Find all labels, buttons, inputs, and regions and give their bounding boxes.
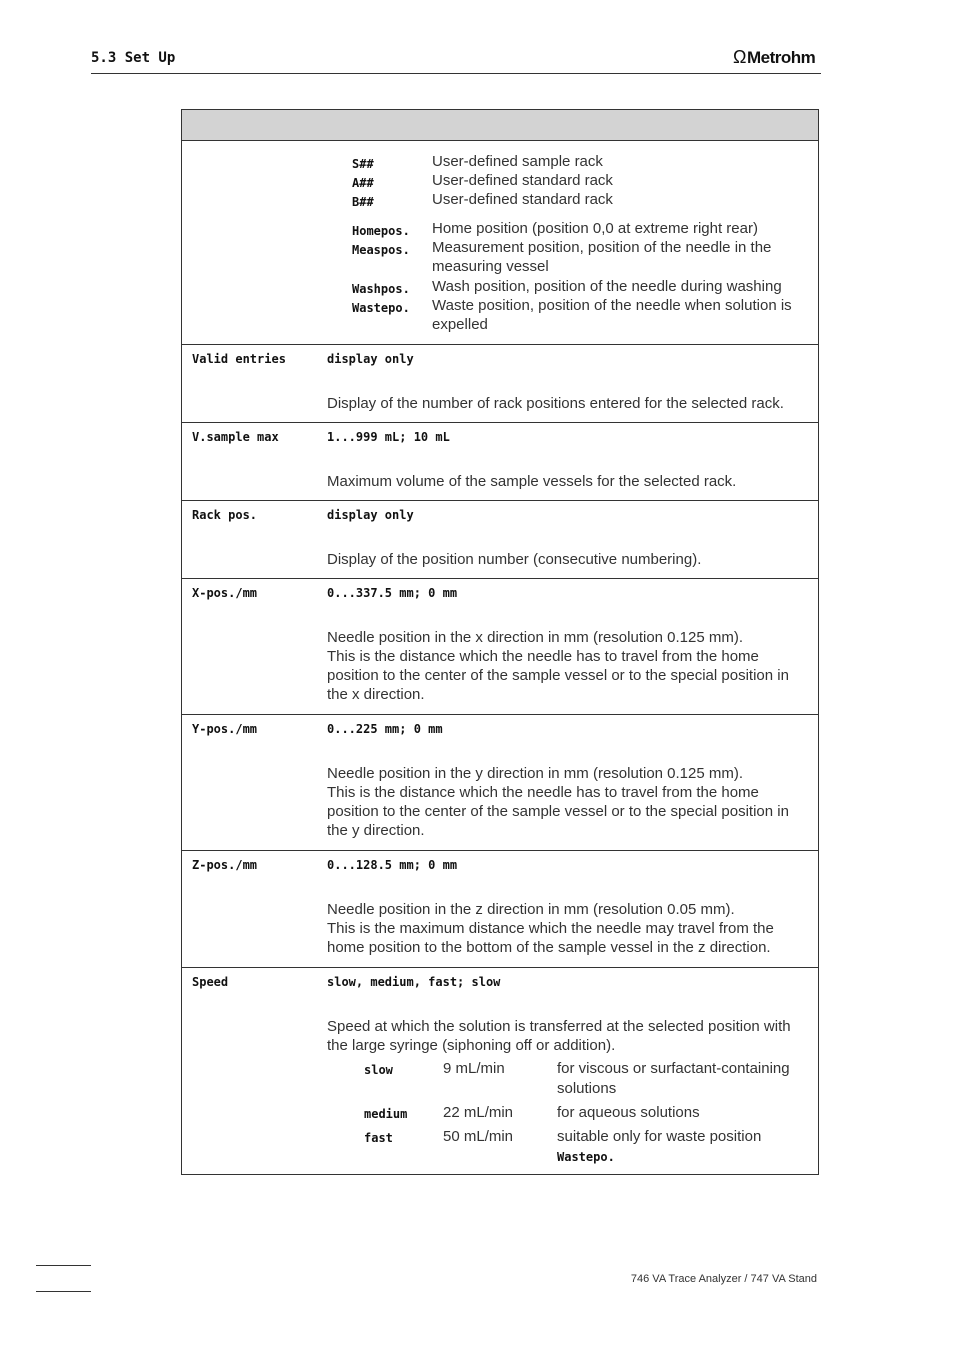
header-divider — [91, 73, 821, 74]
param-name: Valid entries — [192, 352, 286, 366]
speed-option-note: for aqueous solutions — [557, 1104, 700, 1121]
rack-text: User-defined standard rack — [432, 172, 613, 189]
param-description: Needle position in the x direction in mm (resolution 0.125 mm). This is the distance which the needle has to travel from the home position to the center of the sample vessel or to the special position in the x direction. — [327, 629, 789, 703]
param-row-valid-entries — [182, 345, 818, 423]
rack-code: A## — [352, 176, 374, 190]
param-description: Display of the number of rack positions entered for the selected rack. — [327, 395, 784, 412]
footer-rule-bottom — [36, 1291, 91, 1292]
speed-option-rate: 9 mL/min — [443, 1060, 505, 1077]
param-description: Display of the position number (consecutive numbering). — [327, 551, 702, 568]
param-range: 1...999 mL; 10 mL — [327, 430, 450, 444]
param-range: 0...337.5 mm; 0 mm — [327, 586, 458, 600]
param-range: slow, medium, fast; slow — [327, 975, 501, 989]
param-name: Y-pos./mm — [192, 722, 258, 736]
param-name: X-pos./mm — [192, 586, 258, 600]
speed-option-code: medium — [364, 1107, 408, 1121]
param-description: Needle position in the z direction in mm (resolution 0.05 mm). This is the maximum distance which the needle may travel from the home position to the bottom of the sample vessel in the z direction. — [327, 901, 774, 956]
position-text: Wash position, position of the needle during washing — [432, 278, 782, 295]
param-name: Z-pos./mm — [192, 858, 258, 872]
param-description: Speed at which the solution is transferred at the selected position with the large syringe (siphoning off or addition). — [327, 1018, 791, 1054]
param-row-rack-pos — [182, 501, 818, 579]
param-name: V.sample max — [192, 430, 279, 444]
position-text: Home position (position 0,0 at extreme right rear) — [432, 220, 758, 237]
brand-name: Metrohm — [746, 48, 816, 67]
section-title: 5.3 Set Up — [91, 50, 176, 66]
footer-rule-top — [36, 1265, 91, 1266]
param-name: Speed — [192, 975, 229, 989]
param-range: 0...225 mm; 0 mm — [327, 722, 443, 736]
position-code: Homepos. — [352, 224, 410, 238]
brand-logo — [733, 47, 815, 68]
param-range: 0...128.5 mm; 0 mm — [327, 858, 458, 872]
rack-text: User-defined standard rack — [432, 191, 613, 208]
position-code: Washpos. — [352, 282, 410, 296]
param-name: Rack pos. — [192, 508, 258, 522]
position-text: Waste position, position of the needle when solution is expelled — [432, 297, 792, 333]
param-description: Maximum volume of the sample vessels for the selected rack. — [327, 473, 737, 490]
param-row-y-pos — [182, 715, 818, 851]
position-text: Measurement position, position of the needle in the measuring vessel — [432, 239, 772, 275]
omega-logo-icon: Ω — [733, 47, 746, 67]
param-row-z-pos — [182, 851, 818, 968]
param-range: display only — [327, 352, 414, 366]
param-description: Needle position in the y direction in mm (resolution 0.125 mm). This is the distance which the needle has to travel from the home position to the center of the sample vessel or to the special position in the y direction. — [327, 765, 789, 839]
position-code: Measpos. — [352, 243, 410, 257]
rack-code: B## — [352, 195, 374, 209]
speed-option-code: slow — [364, 1063, 393, 1077]
param-range: display only — [327, 508, 414, 522]
speed-option-note-code: Wastepo. — [557, 1150, 615, 1164]
speed-option-code: fast — [364, 1131, 393, 1145]
speed-option-rate: 50 mL/min — [443, 1128, 514, 1145]
parameter-table — [181, 109, 819, 1175]
param-row-x-pos — [182, 579, 818, 715]
param-row-v-sample-max — [182, 423, 818, 501]
speed-option-rate: 22 mL/min — [443, 1104, 514, 1121]
footer-product: 746 VA Trace Analyzer / 747 VA Stand — [630, 1273, 817, 1285]
rack-text: User-defined sample rack — [432, 153, 603, 170]
rack-type-row — [182, 141, 818, 345]
rack-code: S## — [352, 157, 374, 171]
param-row-speed — [182, 968, 818, 1174]
speed-option-note: suitable only for waste position — [557, 1128, 762, 1145]
position-code: Wastepo. — [352, 301, 410, 315]
table-header-bar — [182, 110, 818, 141]
speed-option-note: for viscous or surfactant-containing solutions — [557, 1060, 790, 1097]
